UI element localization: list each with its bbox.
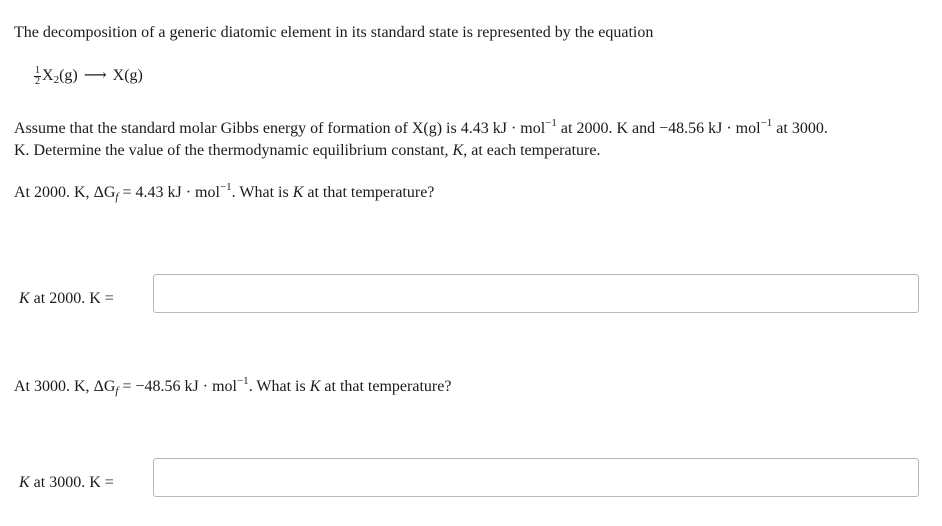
assumption-line-2 bbox=[14, 141, 600, 161]
reactant-subscript: 2 bbox=[53, 74, 60, 86]
one-half-fraction bbox=[34, 66, 41, 87]
question-2-suffix: at that temperature? bbox=[320, 378, 452, 395]
k-symbol: K bbox=[19, 290, 30, 307]
superscript-exponent: −1 bbox=[219, 181, 232, 193]
reactant-phase: (g) bbox=[59, 67, 78, 84]
fraction-denominator: 2 bbox=[35, 75, 40, 87]
question-1-text: . What is bbox=[231, 184, 293, 201]
k-symbol: K bbox=[309, 378, 321, 395]
answer-2-label bbox=[19, 473, 114, 493]
assumption-text-a: Assume that the standard molar Gibbs energy of formation of X(g) is 4.43 kJ · mol bbox=[14, 120, 546, 137]
question-2-text: . What is bbox=[248, 378, 310, 395]
assumption-text-e: , at each temperature. bbox=[463, 142, 601, 159]
question-1-suffix: at that temperature? bbox=[303, 184, 435, 201]
k-at-3000-input[interactable] bbox=[153, 458, 919, 497]
delta-g-subscript: f bbox=[115, 191, 119, 203]
superscript-exponent: −1 bbox=[545, 117, 557, 129]
superscript-exponent: −1 bbox=[236, 375, 249, 387]
assumption-line-1 bbox=[14, 113, 828, 139]
question-1 bbox=[14, 177, 434, 207]
answer-1-label bbox=[19, 289, 114, 309]
superscript-exponent: −1 bbox=[760, 117, 773, 129]
question-1-prefix: At 2000. K, bbox=[14, 184, 94, 201]
question-1-value: = 4.43 kJ · mol bbox=[118, 184, 220, 201]
answer-1-label-text: at 2000. K = bbox=[29, 290, 114, 307]
reaction-equation bbox=[34, 64, 143, 92]
intro-text: The decomposition of a generic diatomic element in its standard state is represented by the equation bbox=[14, 24, 654, 41]
assumption-text-b: at 2000. K and −48.56 kJ · mol bbox=[556, 120, 761, 137]
answer-2-label-text: at 3000. K = bbox=[29, 474, 114, 491]
delta-g-subscript: f bbox=[115, 385, 119, 397]
k-at-2000-input[interactable] bbox=[153, 274, 919, 313]
question-2-value: = −48.56 kJ · mol bbox=[118, 378, 237, 395]
product: X(g) bbox=[112, 67, 143, 84]
k-symbol: K bbox=[19, 474, 30, 491]
question-2-prefix: At 3000. K, bbox=[14, 378, 94, 395]
delta-g-symbol: ΔG bbox=[93, 184, 116, 201]
delta-g-symbol: ΔG bbox=[93, 378, 116, 395]
reactant-symbol: X bbox=[42, 67, 54, 84]
assumption-text-c: at 3000. bbox=[772, 120, 828, 137]
fraction-numerator: 1 bbox=[35, 64, 40, 76]
question-2 bbox=[14, 371, 451, 401]
reaction-arrow: ⟶ bbox=[83, 67, 107, 84]
k-symbol: K bbox=[292, 184, 304, 201]
k-symbol: K bbox=[452, 142, 464, 159]
assumption-text-d: K. Determine the value of the thermodynamic equilibrium constant, bbox=[14, 142, 453, 159]
